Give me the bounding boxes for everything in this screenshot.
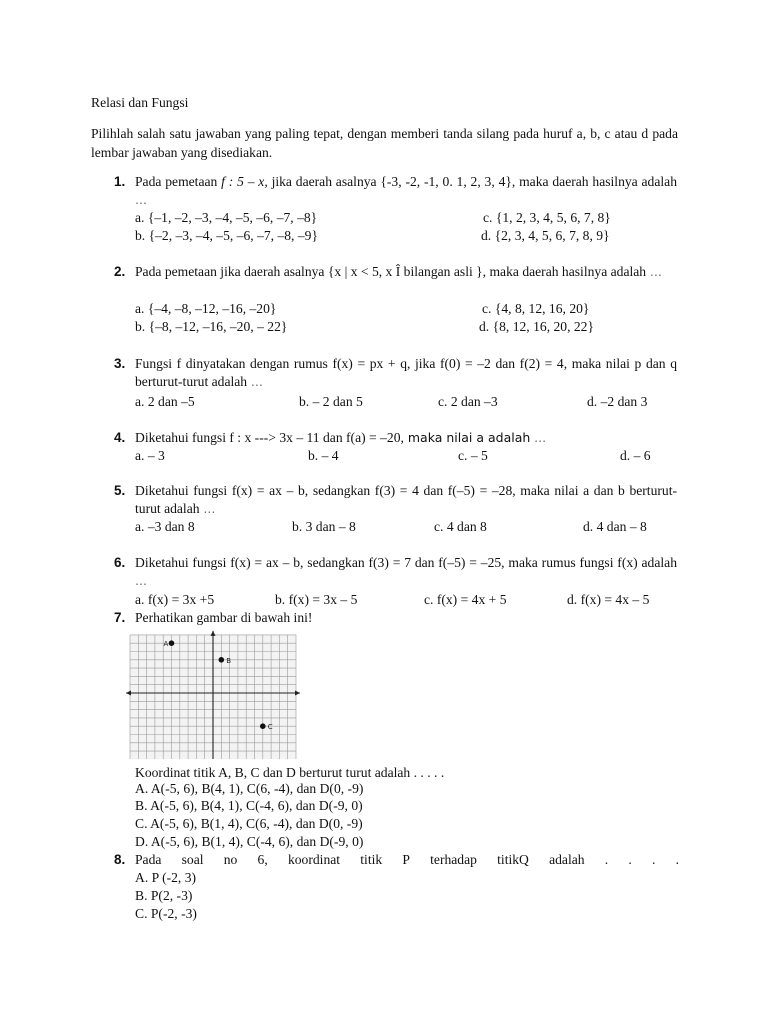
option-b[interactable]: b. 3 dan – 8 <box>292 519 356 534</box>
question-number: 6. <box>114 555 126 570</box>
option-c[interactable]: c. – 5 <box>458 448 488 463</box>
question-number: 2. <box>114 264 126 279</box>
option-a[interactable]: A. P (-2, 3) <box>135 870 197 885</box>
option-a[interactable]: a. – 3 <box>135 448 165 463</box>
question-number: 3. <box>114 356 126 371</box>
option-c[interactable]: c. 4 dan 8 <box>434 519 487 534</box>
option-d[interactable]: d. – 6 <box>620 448 651 463</box>
option-d[interactable]: d. {2, 3, 4, 5, 6, 7, 8, 9} <box>481 228 610 243</box>
question-text: Pada pemetaan jika daerah asalnya {x | x < 5, x Î bilangan asli }, maka daerah hasilnya adalah … <box>135 264 662 279</box>
option-a[interactable]: a. {–1, –2, –3, –4, –5, –6, –7, –8} <box>135 210 318 225</box>
instructions: Pilihlah salah satu jawaban yang paling tepat, dengan memberi tanda silang pada huruf a, b, c atau d pada lembar jawaban yang disediakan. <box>91 126 678 160</box>
formula: f : 5 – x, <box>221 174 268 189</box>
option-a[interactable]: a. f(x) = 3x +5 <box>135 592 215 607</box>
point-label-c: C <box>267 723 273 732</box>
option-b[interactable]: b. – 4 <box>308 448 339 463</box>
option-d[interactable]: d. –2 dan 3 <box>587 394 648 409</box>
option-c[interactable]: C. P(-2, -3) <box>135 906 197 921</box>
option-b[interactable]: b. f(x) = 3x – 5 <box>275 592 358 607</box>
option-b[interactable]: B. P(2, -3) <box>135 888 193 903</box>
option-a[interactable]: a. –3 dan 8 <box>135 519 195 534</box>
question-number: 7. <box>114 610 126 625</box>
option-c[interactable]: c. {1, 2, 3, 4, 5, 6, 7, 8} <box>483 210 611 225</box>
question-text: Perhatikan gambar di bawah ini! <box>135 610 313 625</box>
option-c[interactable]: c. 2 dan –3 <box>438 394 498 409</box>
page-title: Relasi dan Fungsi <box>91 95 189 110</box>
option-a[interactable]: a. 2 dan –5 <box>135 394 195 409</box>
option-c[interactable]: c. f(x) = 4x + 5 <box>424 592 507 607</box>
option-d[interactable]: d. {8, 12, 16, 20, 22} <box>479 319 595 334</box>
option-d[interactable]: D. A(-5, 6), B(1, 4), C(-4, 6), dan D(-9, 0) <box>135 834 364 849</box>
option-c[interactable]: C. A(-5, 6), B(1, 4), C(6, -4), dan D(0, -9) <box>135 816 363 831</box>
option-b[interactable]: b. {–2, –3, –4, –5, –6, –7, –8, –9} <box>135 228 318 243</box>
question-number: 5. <box>114 483 126 498</box>
option-d[interactable]: d. f(x) = 4x – 5 <box>567 592 650 607</box>
question-text: Diketahui fungsi f : x ---> 3x – 11 dan f(a) = –20, maka nilai a adalah … <box>135 430 547 445</box>
coordinate-grid <box>125 629 300 759</box>
question-number: 4. <box>114 430 126 445</box>
option-b[interactable]: b. {–8, –12, –16, –20, – 22} <box>135 319 288 334</box>
option-d[interactable]: d. 4 dan – 8 <box>583 519 647 534</box>
question-number: 1. <box>114 174 126 189</box>
x-axis-arrow <box>126 691 131 696</box>
question-number: 8. <box>114 852 126 867</box>
point-label-b: B <box>226 656 232 665</box>
x-axis-arrow <box>295 691 300 696</box>
point-c <box>260 723 266 729</box>
question-text: Pada soal no 6, koordinat titik P terhadap titikQ adalah . . . . <box>135 852 679 867</box>
question-text: Diketahui fungsi f(x) = ax – b, sedangkan f(3) = 7 dan f(–5) = –25, maka rumus fungsi f(x) adalah … <box>135 555 677 588</box>
option-a[interactable]: a. {–4, –8, –12, –16, –20} <box>135 301 277 316</box>
question-text: Fungsi f dinyatakan dengan rumus f(x) = px + q, jika f(0) = –2 dan f(2) = 4, maka nilai p dan q berturut-turut adalah … <box>135 356 677 389</box>
point-label-a: A <box>163 640 169 649</box>
option-a[interactable]: A. A(-5, 6), B(4, 1), C(6, -4), dan D(0, -9) <box>135 781 364 796</box>
y-axis-arrow <box>211 631 216 636</box>
point-a <box>169 640 175 646</box>
question-prompt: Koordinat titik A, B, C dan D berturut turut adalah . . . . . <box>135 765 445 780</box>
point-b <box>219 657 225 663</box>
option-c[interactable]: c. {4, 8, 12, 16, 20} <box>482 301 590 316</box>
question-text: Diketahui fungsi f(x) = ax – b, sedangkan f(3) = 4 dan f(–5) = –28, maka nilai a dan b berturut-turut adalah … <box>135 483 677 516</box>
option-b[interactable]: B. A(-5, 6), B(4, 1), C(-4, 6), dan D(-9, 0) <box>135 798 363 813</box>
option-b[interactable]: b. – 2 dan 5 <box>299 394 363 409</box>
question-text: Pada pemetaan f : 5 – x, jika daerah asalnya {-3, -2, -1, 0. 1, 2, 3, 4}, maka daerah hasilnya adalah … <box>135 174 677 207</box>
